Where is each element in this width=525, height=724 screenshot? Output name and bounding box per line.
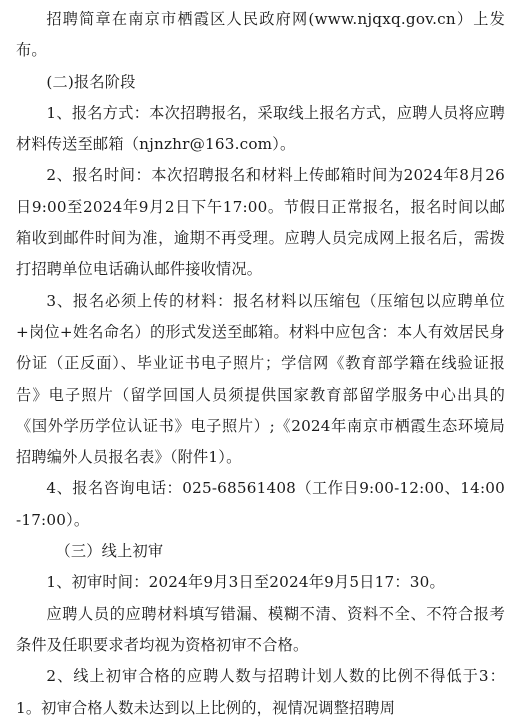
paragraph-review-time: 1、初审时间：2024年9月3日至2024年9月5日17：30。: [46, 573, 445, 592]
paragraph-required-materials: 3、报名必须上传的材料：报名材料以压缩包（压缩包以应聘单位+岗位+姓名命名）的形式发送至邮箱。材料中应包含：本人有效居民身份证（正反面）、毕业证书电子照片；学信网《教育部学籍在线验证报告》电子照片（留学回国人员须提供国家教育部留学服务中心出具的《国外学历学位认证书》电子照片）;《2024年南京市栖霞生态环境局招聘编外人员报名表》（附件1）。: [16, 291, 505, 467]
paragraph-review-ratio: 2、线上初审合格的应聘人数与招聘计划人数的比例不得低于3：1。初审合格人数未达到以上比例的，视情况调整招聘周: [16, 667, 505, 717]
paragraph-registration-method: 1、报名方式：本次招聘报名，采取线上报名方式，应聘人员将应聘材料传送至邮箱（njnzhr@163.com）。: [16, 103, 505, 154]
section-heading-registration: (二)报名阶段: [46, 72, 136, 91]
paragraph-review-disqualification: 应聘人员的应聘材料填写错漏、模糊不清、资料不全、不符合报考条件及任职要求者均视为资格初审不合格。: [16, 604, 505, 654]
section-heading-online-review: （三）线上初审: [55, 542, 164, 561]
paragraph-consultation-phone: 4、报名咨询电话：025-68561408（工作日9:00-12:00、14:00-17:00）。: [16, 479, 505, 529]
paragraph-registration-time: 2、报名时间：本次招聘报名和材料上传邮箱时间为2024年8月26日9:00至2024年9月2日下午17:00。节假日正常报名，报名时间以邮箱收到邮件时间为准，逾期不再受理。应聘人员完成网上报名后，需拨打招聘单位电话确认邮件接收情况。: [16, 166, 505, 279]
paragraph-publication-notice: 招聘简章在南京市栖霞区人民政府网(www.njqxq.gov.cn）上发布。: [16, 10, 505, 60]
